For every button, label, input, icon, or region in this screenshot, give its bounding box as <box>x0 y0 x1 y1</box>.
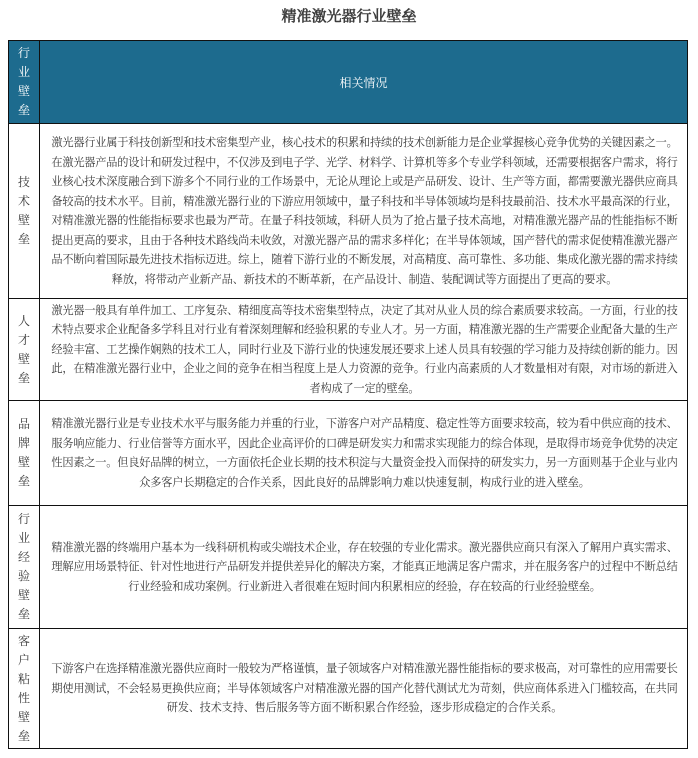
barrier-description-cell <box>40 401 688 506</box>
barrier-type-cell <box>9 629 40 749</box>
barrier-type-cell <box>9 401 40 506</box>
barrier-type-label: 人才壁垒 <box>17 313 30 385</box>
barrier-description: 激光器一般具有单件加工、工序复杂、精细度高等技术密集型特点，决定了其对从业人员的综合素质要求较高。一方面，行业的技术特点要求企业配备多学科且对行业有着深刻理解和经验积累的专业人才。另一方面，精准激光器的生产需要企业配备大量的生产经验丰富、工艺操作娴熟的技术工人，同时行业及下游行业的快速发展还要求上述人员具有较强的学习能力及持续创新的能力。因此，在精准激光器行业中，企业之间的竞争在相当程度上是人力资源的竞争。行业内高素质的人才数量相对有限，对市场的新进入者构成了一定的壁垒。 <box>51 303 678 395</box>
barrier-type-cell <box>9 299 40 401</box>
barrier-description: 激光器行业属于科技创新型和技术密集型产业，核心技术的积累和持续的技术创新能力是企业掌握核心竞争优势的关键因素之一。在激光器产品的设计和研发过程中，不仅涉及到电子学、光学、材料学、计算机等多个专业学科领域，还需要根据客户需求，将行业核心技术深度融合到下游多个不同行业的工作场景中，无论从理论上或是产品研发、设计、生产等方面，都需要激光器供应商具备较高的技术水平。目前，精准激光器行业的下游应用领域中，量子科技和半导体领域均是科技最前沿、技术水平最高深的行业，对精准激光器的性能指标要求也最为严苛。在量子科技领域，科研人员为了抢占量子技术高地，对精准激光器产品的性能指标不断提出更高的要求，且由于各种技术路线尚未收敛，对激光器产品的需求多样化；在半导体领域，国产替代的需求促使精准激光器产品不断向着国际最先进技术指标迈进。综上，随着下游行业的不断发展，对高精度、高可靠性、多功能、集成化激光器的需求持续释放，将带动产业新产品、新技术的不断革新，在产品设计、制造、装配调试等方面提出了更高的要求。 <box>51 136 678 286</box>
barrier-type-label: 行业经验壁垒 <box>17 512 30 621</box>
barrier-description-cell <box>40 124 688 299</box>
industry-barriers-table <box>8 40 688 749</box>
header-barrier-type <box>9 41 40 124</box>
header-barrier-type-label: 行业壁垒 <box>17 46 30 117</box>
barrier-type-cell <box>9 124 40 299</box>
barrier-type-label: 技术壁垒 <box>17 175 30 246</box>
table-row <box>9 124 688 299</box>
header-description: 相关情况 <box>40 41 688 124</box>
barrier-description: 精准激光器行业是专业技术水平与服务能力并重的行业，下游客户对产品精度、稳定性等方面要求较高，较为看中供应商的技术、服务响应能力、行业信誉等方面水平，因此企业高评价的口碑是研发实力和需求实现能力的综合体现，是取得市场竞争优势的决定性因素之一。但良好品牌的树立，一方面依托企业长期的技术积淀与大量资金投入而保持的研发实力，另一方面则基于企业与业内众多客户长期稳定的合作关系，因此良好的品牌影响力难以快速复制，构成行业的进入壁垒。 <box>51 417 678 489</box>
barrier-description-cell <box>40 629 688 749</box>
barrier-type-label: 品牌壁垒 <box>17 417 30 488</box>
page-title: 精准激光器行业壁垒 <box>281 7 417 25</box>
barrier-description-cell <box>40 299 688 401</box>
barrier-type-cell <box>9 506 40 629</box>
table-row <box>9 401 688 506</box>
table-row <box>9 299 688 401</box>
barrier-description: 下游客户在选择精准激光器供应商时一般较为严格谨慎，量子领域客户对精准激光器性能指标的要求极高，对可靠性的应用需要长期使用测试，不会轻易更换供应商；半导体领域客户对精准激光器的国产化替代测试尤为苛刻，供应商体系进入门槛较高，在共同研发、技术支持、售后服务等方面不断积累合作经验，逐步形成稳定的合作关系。 <box>51 662 678 715</box>
table-row <box>9 629 688 749</box>
barrier-description: 精准激光器的终端用户基本为一线科研机构或尖端技术企业，存在较强的专业化需求。激光器供应商只有深入了解用户真实需求、理解应用场景特征、针对性地进行产品研发并提供差异化的解决方案，才能真正地满足客户需求，并在服务客户的过程中不断总结行业经验和成功案例。行业新进入者很难在短时间内积累相应的经验，存在较高的行业经验壁垒。 <box>51 540 678 593</box>
barrier-description-cell <box>40 506 688 629</box>
table-row <box>9 506 688 629</box>
barrier-type-label: 客户粘性壁垒 <box>17 633 30 743</box>
table-header-row <box>9 41 688 124</box>
